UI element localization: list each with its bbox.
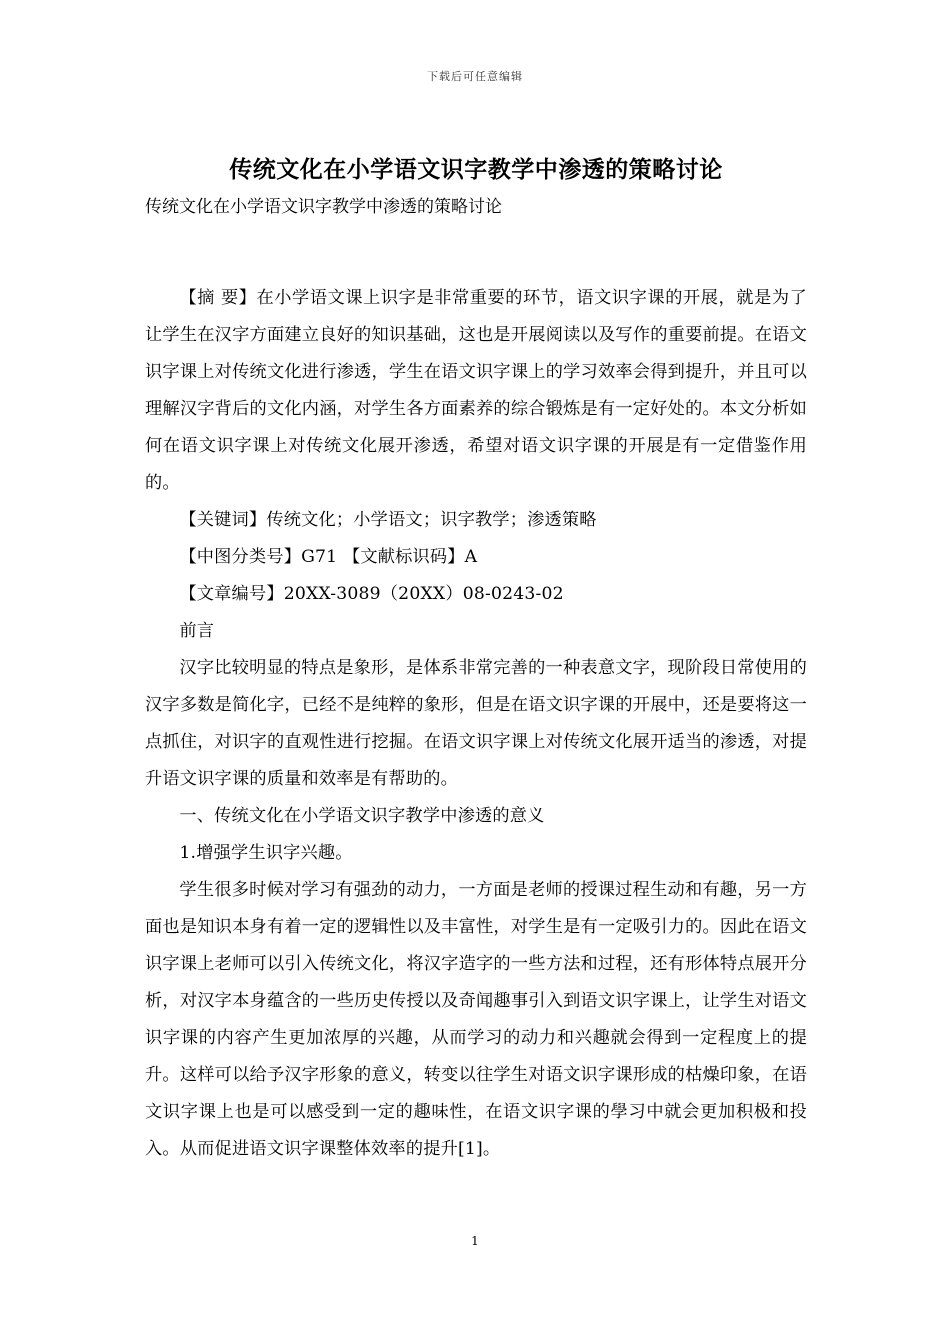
document-text	[145, 280, 807, 1168]
document-body	[145, 150, 807, 1168]
subsection-heading: 1.增强学生识字兴趣。	[179, 843, 353, 863]
document-subtitle: 传统文化在小学语文识字教学中渗透的策略讨论	[145, 197, 502, 217]
section-heading: 一、传统文化在小学语文识字教学中渗透的意义	[179, 806, 545, 826]
preface-paragraph: 汉字比较明显的特点是象形，是体系非常完善的一种表意文字，现阶段日常使用的汉字多数是简化字，已经不是纯粹的象形，但是在语文识字课的开展中，还是要将这一点抓住，对识字的直观性进行挖掘。在语文识字课上对传统文化展开适当的渗透，对提升语文识字课的质量和效率是有帮助的。	[145, 658, 807, 789]
keywords-line: 【关键词】传统文化；小学语文；识字教学；渗透策略	[179, 510, 597, 530]
document-title: 传统文化在小学语文识字教学中渗透的策略讨论	[229, 156, 723, 183]
article-number-line: 【文章编号】20XX-3089（20XX）08-0243-02	[179, 584, 564, 604]
body-paragraph: 学生很多时候对学习有强劲的动力，一方面是老师的授课过程生动和有趣，另一方面也是知识本身有着一定的逻辑性以及丰富性，对学生是有一定吸引力的。因此在语文识字课上老师可以引入传统文化，将汉字造字的一些方法和过程，还有形体特点展开分析，对汉字本身蕴含的一些历史传授以及奇闻趣事引入到语文识字课上，让学生对语文识字课的内容产生更加浓厚的兴趣，从而学习的动力和兴趣就会得到一定程度上的提升。这样可以给予汉字形象的意义，转变以往学生对语文识字课形成的枯燥印象，在语文识字课上也是可以感受到一定的趣味性，在语文识字课的學习中就会更加积极和投入。从而促进语文识字课整体效率的提升[1]。	[145, 880, 807, 1159]
abstract-paragraph: 【摘 要】在小学语文课上识字是非常重要的环节，语文识字课的开展，就是为了让学生在汉字方面建立良好的知识基础，这也是开展阅读以及写作的重要前提。在语文识字课上对传统文化进行渗透，学生在语文识字课上的学习效率会得到提升，并且可以理解汉字背后的文化内涵，对学生各方面素养的综合锻炼是有一定好处的。本文分析如何在语文识字课上对传统文化展开渗透，希望对语文识字课的开展是有一定借鉴作用的。	[145, 288, 807, 493]
classification-line: 【中图分类号】G71 【文献标识码】A	[179, 547, 478, 567]
page-number: 1	[471, 1234, 479, 1248]
preface-heading: 前言	[179, 621, 215, 641]
page-header-note: 下载后可任意编辑	[427, 70, 523, 83]
